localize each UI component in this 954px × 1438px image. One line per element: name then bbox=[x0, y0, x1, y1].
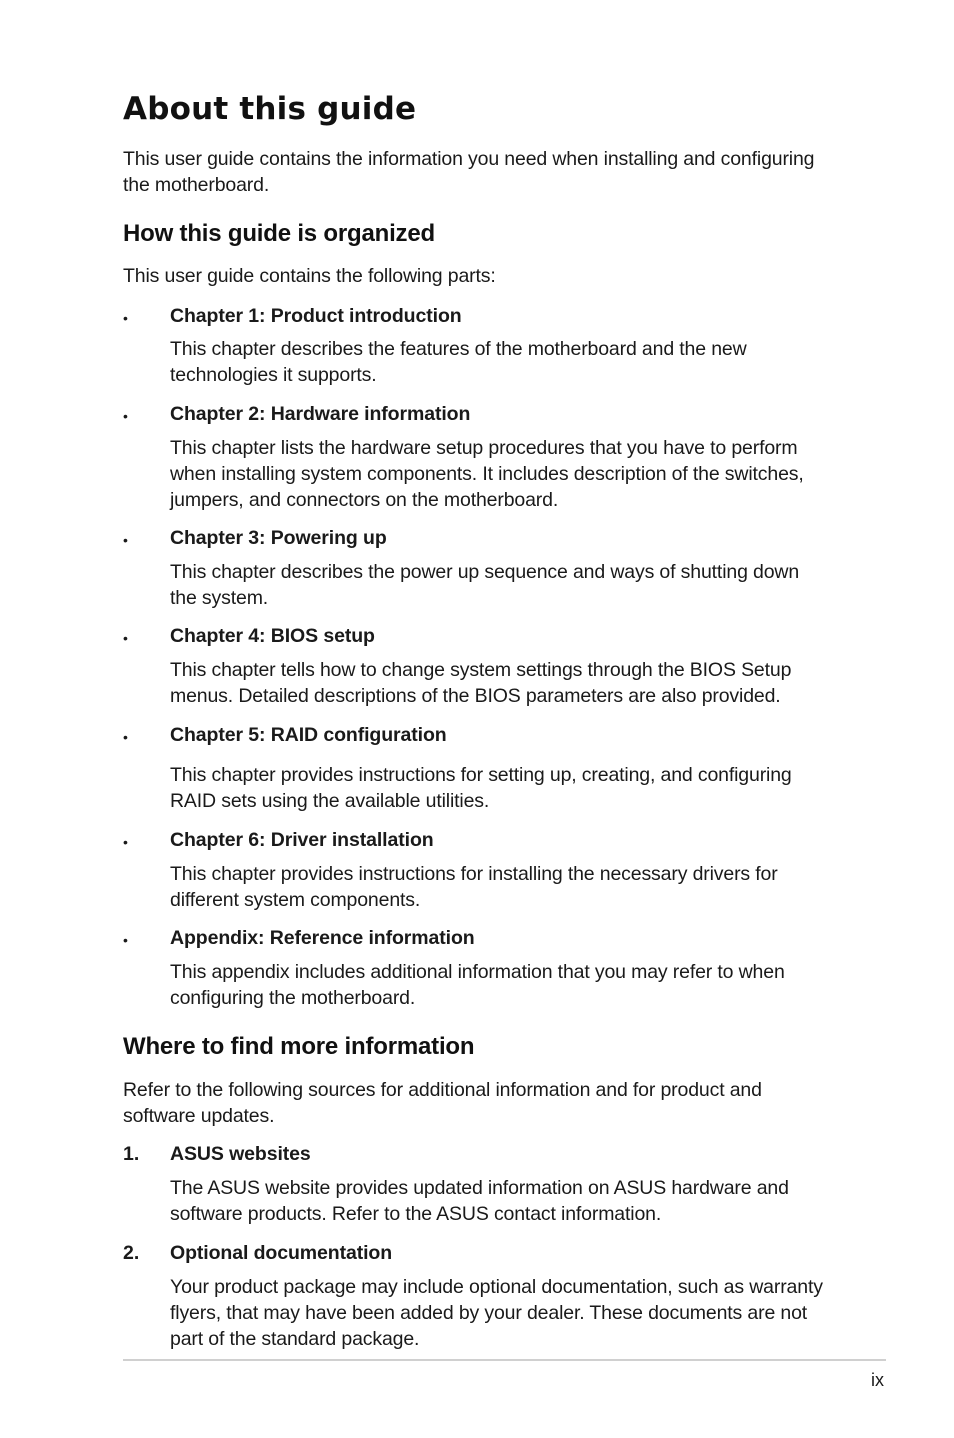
item-title-chapter-2: Chapter 2: Hardware information bbox=[170, 403, 471, 425]
bullet: • bbox=[123, 532, 128, 548]
item-desc-appendix: This appendix includes additional information that you may refer to when configuring the motherboard. bbox=[170, 961, 785, 1009]
item-title-chapter-6: Chapter 6: Driver installation bbox=[170, 829, 434, 851]
item-title-chapter-1: Chapter 1: Product introduction bbox=[170, 305, 462, 327]
bullet: • bbox=[123, 834, 128, 850]
item-desc-optional-documentation: Your product package may include optional documentation, such as warranty flyers, that may have been added by your dealer. These documents are not part of the standard package. bbox=[170, 1276, 823, 1350]
section2-lead: Refer to the following sources for additional information and for product and software updates. bbox=[123, 1079, 762, 1127]
item-title-chapter-4: Chapter 4: BIOS setup bbox=[170, 625, 375, 647]
list-number: 1. bbox=[123, 1143, 140, 1165]
section-heading-more-info: Where to find more information bbox=[123, 1033, 475, 1060]
item-desc-chapter-1: This chapter describes the features of the motherboard and the new technologies it supports. bbox=[170, 338, 747, 386]
intro-paragraph: This user guide contains the information you need when installing and configuring the motherboard. bbox=[123, 148, 815, 196]
bullet: • bbox=[123, 310, 128, 326]
item-title-chapter-3: Chapter 3: Powering up bbox=[170, 527, 387, 549]
item-desc-chapter-6: This chapter provides instructions for installing the necessary drivers for different system components. bbox=[170, 863, 778, 911]
bullet: • bbox=[123, 932, 128, 948]
footer-divider bbox=[123, 1359, 886, 1361]
item-desc-chapter-3: This chapter describes the power up sequence and ways of shutting down the system. bbox=[170, 561, 800, 609]
item-desc-chapter-2: This chapter lists the hardware setup procedures that you have to perform when installing system components. It includes description of the switches, jumpers, and connectors on the motherboard. bbox=[170, 437, 804, 511]
section1-lead: This user guide contains the following parts: bbox=[123, 265, 496, 287]
page-title: About this guide bbox=[123, 91, 417, 127]
page-number: ix bbox=[871, 1370, 884, 1390]
bullet: • bbox=[123, 408, 128, 424]
list-number: 2. bbox=[123, 1242, 140, 1264]
item-title-appendix: Appendix: Reference information bbox=[170, 927, 475, 949]
bullet: • bbox=[123, 630, 128, 646]
section-heading-organized: How this guide is organized bbox=[123, 220, 435, 247]
item-title-chapter-5: Chapter 5: RAID configuration bbox=[170, 724, 447, 746]
item-desc-asus-websites: The ASUS website provides updated information on ASUS hardware and software products. Refer to the ASUS contact information. bbox=[170, 1177, 789, 1225]
item-title-asus-websites: ASUS websites bbox=[170, 1143, 311, 1165]
item-title-optional-documentation: Optional documentation bbox=[170, 1242, 393, 1264]
item-desc-chapter-5: This chapter provides instructions for setting up, creating, and configuring RAID sets using the available utilities. bbox=[170, 764, 792, 812]
bullet: • bbox=[123, 729, 128, 745]
item-desc-chapter-4: This chapter tells how to change system settings through the BIOS Setup menus. Detailed descriptions of the BIOS parameters are also provided. bbox=[170, 659, 792, 707]
